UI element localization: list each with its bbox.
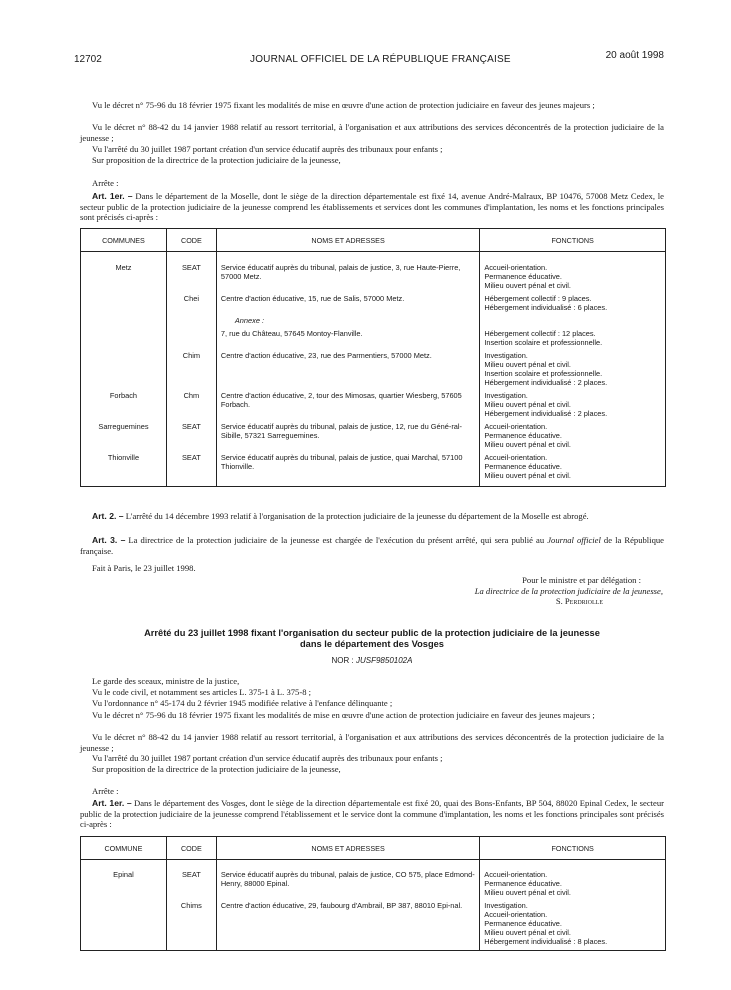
code-cell: SEAT (166, 252, 216, 293)
table-row (81, 389, 666, 420)
commune-cell (81, 292, 167, 314)
annexe-label: Annexe : (234, 316, 265, 325)
article-1 (80, 798, 664, 830)
nor-code: JUSF9850102A (355, 656, 413, 665)
nor-label: NOR : (331, 656, 354, 665)
signature-line: Pour le ministre et par délégation : (522, 575, 641, 585)
functions-cell: Hébergement collectif : 9 places. Hébergement individualisé : 6 places. (480, 292, 666, 314)
article-1 (80, 191, 664, 223)
code-cell: SEAT (166, 451, 216, 487)
commune-cell: Metz (81, 252, 167, 293)
table-row (81, 451, 666, 487)
commune-cell (81, 899, 167, 951)
commune-cell: Epinal (81, 860, 167, 900)
functions-cell: Accueil-orientation. Permanence éducative. Milieu ouvert pénal et civil. (480, 860, 666, 900)
table-row (81, 420, 666, 451)
code-cell: Chim (166, 349, 216, 389)
name-address-cell (216, 314, 479, 349)
column-header: COMMUNES (81, 229, 167, 252)
commune-cell: Sarreguemines (81, 420, 167, 451)
commune-cell (81, 314, 167, 349)
table-header-row (81, 229, 666, 252)
arrete-title-line: dans le département des Vosges (300, 639, 444, 649)
nor-reference (80, 656, 664, 665)
column-header: NOMS ET ADRESSES (216, 837, 479, 860)
visa-paragraph: Vu l'arrêté du 30 juillet 1987 portant création d'un service éducatif auprès des tribunaux pour enfants ; (92, 144, 443, 154)
code-cell: Chm (166, 389, 216, 420)
visa-paragraph: Sur proposition de la directrice de la protection judiciaire de la jeunesse, (92, 764, 341, 774)
name-address-cell: Service éducatif auprès du tribunal, palais de justice, 3, rue Haute-Pierre, 57000 Metz. (216, 252, 479, 293)
visa-paragraph: Vu l'arrêté du 30 juillet 1987 portant création d'un service éducatif auprès des tribunaux pour enfants ; (92, 753, 443, 763)
commune-cell: Forbach (81, 389, 167, 420)
column-header: FONCTIONS (480, 229, 666, 252)
column-header: CODE (166, 837, 216, 860)
code-cell: SEAT (166, 860, 216, 900)
article-2 (80, 511, 664, 522)
table-row (81, 860, 666, 900)
functions-cell: Investigation. Milieu ouvert pénal et civil. Hébergement individualisé : 2 places. (480, 389, 666, 420)
annexe-address: 7, rue du Château, 57645 Montoy-Flanville. (220, 329, 363, 338)
column-header: NOMS ET ADRESSES (216, 229, 479, 252)
article-text: de la République française. (80, 535, 664, 556)
vosges-establishments-table (80, 836, 666, 951)
visa-paragraph: Vu le décret n° 75-96 du 18 février 1975 fixant les modalités de mise en œuvre d'une action de protection judiciaire en faveur des jeunes majeurs ; (92, 100, 595, 110)
code-cell: Chims (166, 899, 216, 951)
signatory-name: S. Perdriolle (555, 596, 603, 606)
code-cell (166, 314, 216, 349)
visa-paragraph: Vu le code civil, et notamment ses articles L. 375-1 à L. 375-8 ; (92, 687, 312, 697)
code-cell: SEAT (166, 420, 216, 451)
visa-paragraph: Le garde des sceaux, ministre de la justice, (92, 676, 240, 686)
arrete-label: Arrête : (92, 786, 119, 796)
article-label: Art. 3. – (92, 535, 126, 545)
article-text: Dans le département des Vosges, dont le siège de la direction départementale est fixé 20, quai des Bons-Enfants, BP 504, 88020 Epinal Cedex, le secteur public de la protection judiciaire de la jeunesse comprend l'établissement et le service dont la commune d'implantation, les noms et les fonctions principales sont précisés ci-après : (80, 798, 664, 829)
table-row (81, 314, 666, 349)
page-number: 12702 (74, 54, 102, 65)
name-address-cell: Centre d'action éducative, 2, tour des Mimosas, quartier Wiesberg, 57605 Forbach. (216, 389, 479, 420)
functions-cell: Accueil-orientation. Permanence éducative. Milieu ouvert pénal et civil. (480, 252, 666, 293)
article-label: Art. 1er. – (92, 191, 133, 201)
visa-paragraph: Vu l'ordonnance n° 45-174 du 2 février 1945 modifiée relative à l'enfance délinquante ; (92, 698, 393, 708)
name-address-cell: Centre d'action éducative, 29, faubourg d'Ambrail, BP 387, 88010 Epi-nal. (216, 899, 479, 951)
journal-officiel-ref: Journal officiel (547, 535, 601, 545)
functions-cell: Investigation. Accueil-orientation. Permanence éducative. Milieu ouvert pénal et civil. Hébergement individualisé : 8 places. (480, 899, 666, 951)
moselle-establishments-table (80, 228, 666, 487)
visa-paragraph: Vu le décret n° 75-96 du 18 février 1975 fixant les modalités de mise en œuvre d'une action de protection judiciaire en faveur des jeunes majeurs ; (92, 710, 595, 720)
visa-paragraph: Vu le décret n° 88-42 du 14 janvier 1988 relatif au ressort territorial, à l'organisation et aux attributions des services déconcentrés de la protection judiciaire de la jeunesse ; (80, 122, 664, 143)
column-header: FONCTIONS (480, 837, 666, 860)
name-address-cell: Centre d'action éducative, 15, rue de Salis, 57000 Metz. (216, 292, 479, 314)
functions-cell: Accueil-orientation. Permanence éducative. Milieu ouvert pénal et civil. (480, 420, 666, 451)
visa-paragraph: Vu le décret n° 88-42 du 14 janvier 1988 relatif au ressort territorial, à l'organisation et aux attributions des services déconcentrés de la protection judiciaire de la jeunesse ; (80, 732, 664, 753)
article-label: Art. 2. – (92, 511, 124, 521)
table-row (81, 899, 666, 951)
arrete-title (80, 628, 664, 650)
article-text: L'arrêté du 14 décembre 1993 relatif à l'organisation de la protection judiciaire de la jeunesse du département de la Moselle est abrogé. (125, 511, 589, 521)
commune-cell: Thionville (81, 451, 167, 487)
table-row (81, 349, 666, 389)
visa-paragraph: Sur proposition de la directrice de la protection judiciaire de la jeunesse, (92, 155, 341, 165)
table-header-row (81, 837, 666, 860)
journal-title: JOURNAL OFFICIEL DE LA RÉPUBLIQUE FRANÇAISE (250, 54, 511, 65)
arrete-title-line: Arrêté du 23 juillet 1998 fixant l'organisation du secteur public de la protection judiciaire de la jeunesse (144, 628, 600, 638)
name-address-cell: Centre d'action éducative, 23, rue des Parmentiers, 57000 Metz. (216, 349, 479, 389)
article-text: La directrice de la protection judiciaire de la jeunesse est chargée de l'exécution du présent arrêté, qui sera publié au (128, 535, 545, 545)
fait-a-paris: Fait à Paris, le 23 juillet 1998. (92, 563, 196, 573)
table-row (81, 292, 666, 314)
page-header (74, 50, 664, 68)
code-cell: Chei (166, 292, 216, 314)
name-address-cell: Service éducatif auprès du tribunal, palais de justice, CO 575, place Edmond-Henry, 88000 Epinal. (216, 860, 479, 900)
functions-cell: Investigation. Milieu ouvert pénal et civil. Insertion scolaire et professionnelle. Hébergement individualisé : 2 places. (480, 349, 666, 389)
functions-cell: Accueil-orientation. Permanence éducative. Milieu ouvert pénal et civil. (480, 451, 666, 487)
name-address-cell: Service éducatif auprès du tribunal, palais de justice, 12, rue du Géné-ral-Sibille, 57321 Sarreguemines. (216, 420, 479, 451)
table-row (81, 252, 666, 293)
publication-date: 20 août 1998 (605, 50, 664, 61)
column-header: CODE (166, 229, 216, 252)
signature-function: La directrice de la protection judiciaire de la jeunesse, (474, 585, 663, 596)
article-label: Art. 1er. – (92, 798, 132, 808)
signature-block (475, 575, 663, 607)
arrete-label: Arrête : (92, 178, 119, 188)
name-address-cell: Service éducatif auprès du tribunal, palais de justice, quai Marchal, 57100 Thionville. (216, 451, 479, 487)
functions-cell: Hébergement collectif : 12 places. Insertion scolaire et professionnelle. (480, 314, 666, 349)
article-3 (80, 535, 664, 556)
column-header: COMMUNE (81, 837, 167, 860)
commune-cell (81, 349, 167, 389)
article-text: Dans le département de la Moselle, dont le siège de la direction départementale est fixé 14, avenue André-Malraux, BP 10476, 57008 Metz Cedex, le secteur public de la protection judiciaire de la jeunesse comprend les établissements et services dont les communes d'implantation, les noms et les fonctions principales sont précisés ci-après : (80, 191, 665, 222)
